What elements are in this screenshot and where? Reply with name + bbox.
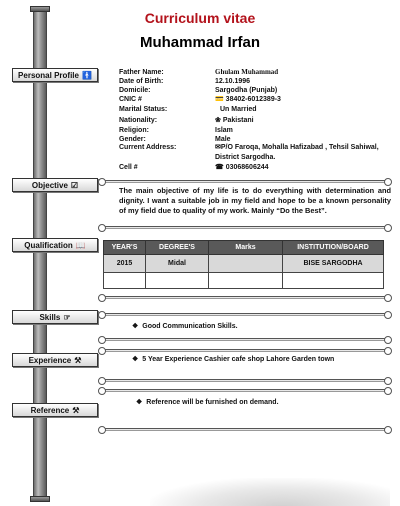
section-label-reference (12, 403, 98, 417)
candidate-name: Muhammad Irfan (139, 34, 260, 51)
address-value (215, 143, 391, 163)
address-text: P/O Faroqa, Mohalla Hafizabad , Tehsil Sahiwal, District Sargodha. (215, 144, 379, 161)
envelope-icon: ✉ (215, 144, 221, 151)
reference-item (136, 398, 279, 407)
tools-icon: ⚒ (74, 355, 82, 365)
diamond-bullet-icon: ❖ (136, 399, 143, 406)
section-label-text: Personal Profile (18, 70, 79, 80)
gender-label: Gender: (119, 136, 146, 143)
skills-text: Good Communication Skills. (142, 323, 238, 330)
screen-icon: ☑ (70, 180, 79, 190)
divider-rule (102, 313, 388, 316)
reference-text: Reference will be furnished on demand. (146, 399, 279, 406)
nationality-text: Pakistani (222, 117, 254, 124)
cell-value (215, 163, 269, 172)
section-label-text: Reference (30, 405, 70, 415)
marital-status-label: Marital Status: (119, 106, 168, 113)
address-label: Current Address: (119, 144, 177, 151)
cnic-value (215, 95, 281, 104)
diamond-bullet-icon: ❖ (132, 356, 139, 363)
divider-rule (102, 379, 388, 382)
religion-value: Islam (215, 127, 233, 134)
table-header-row (104, 241, 384, 255)
table-row (104, 273, 384, 289)
nationality-label: Nationality: (119, 117, 158, 124)
table-row (104, 255, 384, 273)
table-cell: Midal (146, 255, 209, 273)
father-name-value: Ghulam Muhammad (215, 68, 279, 76)
section-label-skills (12, 310, 98, 324)
divider-rule (102, 226, 388, 229)
section-label-objective (12, 178, 98, 192)
experience-item (132, 355, 334, 364)
section-label-personal-profile (12, 68, 98, 82)
book-icon: 📖 (75, 240, 86, 250)
id-card-icon: 💳 (215, 96, 224, 103)
section-label-text: Objective (31, 180, 68, 190)
hand-icon: ☞ (63, 312, 71, 322)
table-cell (104, 273, 146, 289)
divider-rule (102, 428, 388, 431)
divider-rule (102, 338, 388, 341)
table-cell: BISE SARGODHA (283, 255, 384, 273)
column-header: YEAR'S (104, 241, 146, 255)
section-label-experience (12, 353, 98, 367)
qualification-table (103, 240, 384, 289)
table-cell (146, 273, 209, 289)
cell-label: Cell # (119, 164, 138, 171)
dob-value: 12.10.1996 (215, 78, 251, 85)
tools-icon: ⚒ (72, 405, 80, 415)
objective-text: The main objective of my life is to do everything with determination and dignity. I want a suitable job in my field and hope to be a known personality of my field due to quality of my work. Mainly “Do the Best”. (119, 186, 391, 215)
dob-label: Date of Birth: (119, 78, 164, 85)
nationality-value (215, 116, 254, 125)
cell-number: 03068606244 (225, 164, 269, 171)
divider-rule (102, 180, 388, 183)
column-header: DEGREE'S (146, 241, 209, 255)
table-cell (283, 273, 384, 289)
section-label-text: Qualification (24, 240, 73, 250)
section-label-text: Skills (39, 312, 61, 322)
skills-item (132, 322, 238, 331)
page-title: Curriculum vitae (144, 10, 256, 26)
section-label-text: Experience (28, 355, 72, 365)
table-cell: 2015 (104, 255, 146, 273)
religion-label: Religion: (119, 127, 149, 134)
flower-icon: ❀ (215, 117, 221, 124)
column-header: INSTITUTION/BOARD (283, 241, 384, 255)
divider-rule (102, 349, 388, 352)
gender-value: Male (215, 136, 231, 143)
person-icon: 🚹 (81, 70, 92, 80)
experience-text: 5 Year Experience Cashier cafe shop Lahore Garden town (142, 356, 335, 363)
phone-icon: ☎ (215, 164, 224, 171)
table-cell (209, 255, 283, 273)
decorative-pillar (33, 8, 47, 502)
diamond-bullet-icon: ❖ (132, 323, 139, 330)
decorative-shadow (150, 478, 390, 506)
domicile-value: Sargodha (Punjab) (215, 87, 278, 94)
cnic-number: 38402-6012389-3 (225, 96, 281, 103)
domicile-label: Domicile: (119, 87, 151, 94)
divider-rule (102, 296, 388, 299)
marital-status-value: Un Married (220, 106, 257, 113)
pillar-bottom-cap (30, 496, 50, 502)
column-header: Marks (209, 241, 283, 255)
table-cell (209, 273, 283, 289)
divider-rule (102, 389, 388, 392)
cnic-label: CNIC # (119, 96, 142, 103)
section-label-qualification (12, 238, 98, 252)
father-name-label: Father Name: (119, 69, 164, 76)
